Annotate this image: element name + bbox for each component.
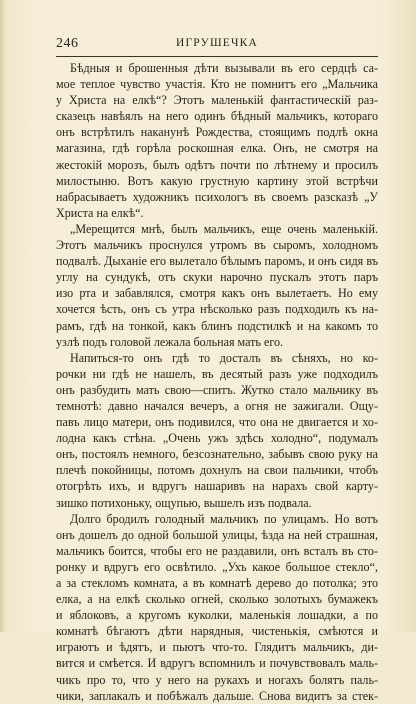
text-line: играютъ и ѣдятъ, и пьютъ что-то. Глядитъ мальчикъ, ди- [56, 640, 378, 655]
text-line: хочется ѣсть, онъ съ утра нѣсколько разъ подходилъ къ на- [56, 302, 378, 317]
body-text [56, 60, 378, 704]
text-line: павъ лицо матери, онъ подивился, что она не двигается и хо- [56, 415, 378, 430]
text-line: Напиться-то онъ гдѣ то досталъ въ сѣняхъ, но ко- [70, 350, 378, 365]
text-line: отогрѣть ихъ, и вдругъ нашаривъ на нарахъ свой карту- [56, 479, 378, 494]
text-line: чики, заплакалъ и побѣжалъ дальше. Снова видитъ за стек- [56, 688, 378, 703]
text-line: подвалѣ. Дыханіе его вылетало бѣлымъ паромъ, и онъ сидя въ [56, 254, 378, 269]
text-line: а за стекломъ комната, а въ комнатѣ дерево до потолка; это [56, 576, 378, 590]
text-line: жестокій морозъ, былъ одѣтъ почти по лѣтнему и просилъ [56, 157, 378, 172]
text-line: онъ встрѣтилъ наканунѣ Рождества, стоящимъ подлѣ окна [56, 125, 378, 140]
page-edge-shadow [0, 0, 6, 632]
text-line: Христа на елкѣ“. [56, 205, 144, 220]
text-line: мальчикъ боится, чтобы его не раздавили, онъ всталъ въ сто- [56, 543, 378, 558]
text-line: Бѣдныя и брошенныя дѣти вызывали въ его сердцѣ са- [70, 61, 378, 75]
text-line: набрасываетъ художникъ психологъ въ своемъ разсказѣ „У [56, 189, 378, 204]
text-line: темнотѣ: давно начался вечеръ, а огня не зажигали. Ощу- [56, 398, 378, 413]
text-line: и яблоковъ, а кругомъ куколки, маленькія лошадки, а по [56, 608, 378, 623]
text-line: рочки ни гдѣ не нашелъ, въ десятый разъ уже подходилъ [56, 366, 378, 381]
text-line: вится и смѣется. И вдругъ вспомнилъ и почувствовалъ маль- [56, 656, 378, 671]
text-line: „Мерещится мнѣ, былъ мальчикъ, еще очень маленькій. [70, 221, 378, 236]
text-line: изо рта и забавлялся, смотря какъ онъ вылетаетъ. Но ему [56, 286, 378, 301]
text-line: у Христа на елкѣ“? Этотъ маленькій фантастическій раз- [56, 93, 378, 108]
text-line: онъ разбудить мать свою—спитъ. Жутко стало мальчику въ [56, 382, 378, 397]
text-line: онъ дошелъ до одной большой улицы, ѣзда на ней страшная, [56, 527, 378, 542]
text-line: онъ, постоялъ немного, безсознательно, забывъ свою руку на [56, 447, 378, 462]
text-line: магазина, гдѣ горѣла роскошная елка. Онъ, не смотря на [56, 141, 378, 156]
running-title: ИГРУШЕЧКА [175, 37, 259, 49]
header-rule [56, 56, 378, 57]
text-line: мое теплое чувство участія. Кто не помнитъ его „Мальчика [56, 77, 378, 92]
text-line: милостыню. Вотъ какую грустную картину этой встрѣчи [56, 173, 378, 188]
text-line: углу на сундукѣ, отъ скуки нарочно пускалъ этотъ паръ [56, 270, 378, 285]
text-line: елка, а на елкѣ сколько огней, сколько золотыхъ бумажекъ [56, 592, 378, 607]
page-header [56, 36, 378, 54]
text-line: лодна какъ стѣна. „Очень ужъ здѣсь холодно“, подумалъ [56, 431, 378, 446]
text-line: узлѣ подъ головой лежала больная мать его. [56, 334, 284, 349]
text-line: чикъ про то, что у него на рукахъ и ногахъ болятъ паль- [56, 672, 378, 687]
text-line: зишко потихоньку, ощупью, вышелъ изъ подвала. [56, 495, 312, 510]
text-line: рамъ, гдѣ на тонкой, какъ блинъ подстилкѣ и на какомъ то [56, 318, 378, 333]
text-line: комнатѣ бѣгаютъ дѣти нарядныя, чистенькія, смѣются и [56, 624, 378, 639]
text-line: плечѣ покойницы, потомъ дохнулъ на свои пальчики, чтобъ [56, 463, 378, 478]
page-number: 246 [56, 36, 79, 51]
text-line: ронку и вдругъ его освѣтило. „Ухъ какое большое стекло“, [56, 559, 378, 574]
text-line: сказецъ навѣялъ на него одинъ бѣдный мальчикъ, котораго [56, 109, 378, 124]
text-line: Этотъ мальчикъ проснулся утромъ въ сыромъ, холодномъ [56, 238, 378, 253]
text-line: Долго бродилъ голодный мальчикъ по улицамъ. Но вотъ [70, 511, 378, 526]
